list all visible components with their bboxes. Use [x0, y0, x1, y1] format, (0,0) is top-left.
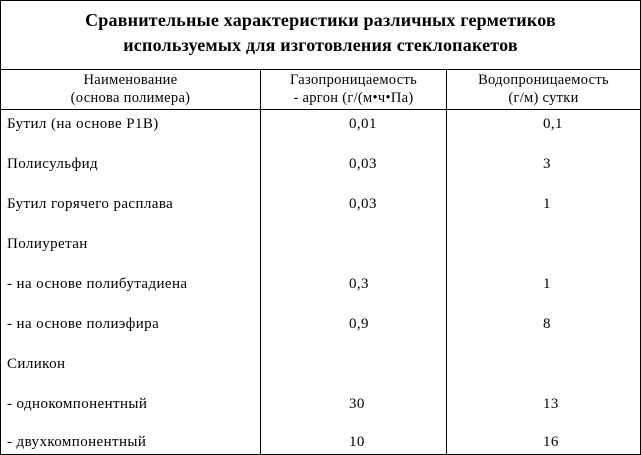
header-water-line-1: Водопроницаемость — [478, 72, 609, 88]
row-gas: 0,9 — [349, 316, 369, 332]
title-line-1: Сравнительные характеристики различных герметиков — [85, 10, 556, 30]
header-name-line-1: Наименование — [83, 72, 178, 88]
row-name: Силикон — [7, 356, 66, 372]
row-gas: 10 — [349, 434, 365, 450]
row-water: 8 — [543, 316, 551, 332]
header-name — [1, 71, 260, 107]
row-gas: 0,01 — [349, 116, 377, 132]
row-name: - на основе полиэфира — [7, 316, 160, 332]
header-gas-permeability — [261, 71, 446, 107]
header-gas-line-2: - аргон (г/(м•ч•Па) — [293, 90, 414, 106]
title-line-2: используемых для изготовления стеклопакетов — [123, 35, 518, 55]
row-name: Полиуретан — [7, 236, 88, 252]
header-gas-line-1: Газопроницаемость — [289, 72, 418, 88]
header-water-line-2: (г/м) сутки — [508, 90, 579, 106]
row-water: 16 — [543, 434, 559, 450]
row-gas: 0,3 — [349, 276, 369, 292]
row-name: - однокомпонентный — [7, 396, 148, 412]
row-water: 1 — [543, 196, 551, 212]
row-gas: 0,03 — [349, 196, 377, 212]
column-divider-1 — [260, 69, 261, 455]
row-water: 3 — [543, 156, 551, 172]
row-water: 0,1 — [543, 116, 563, 132]
row-name: - двухкомпонентный — [7, 434, 147, 450]
header-divider — [1, 109, 640, 110]
column-divider-2 — [446, 69, 447, 455]
row-water: 1 — [543, 276, 551, 292]
row-water: 13 — [543, 396, 559, 412]
row-gas: 30 — [349, 396, 365, 412]
row-gas: 0,03 — [349, 156, 377, 172]
row-name: Бутил горячего расплава — [7, 196, 174, 212]
header-name-line-2: (основа полимера) — [70, 90, 191, 106]
table-title — [1, 1, 640, 70]
row-name: - на основе полибутадиена — [7, 276, 188, 292]
row-name: Бутил (на основе Р1В) — [7, 116, 159, 132]
header-water-permeability — [447, 71, 640, 107]
row-name: Полисульфид — [7, 156, 99, 172]
